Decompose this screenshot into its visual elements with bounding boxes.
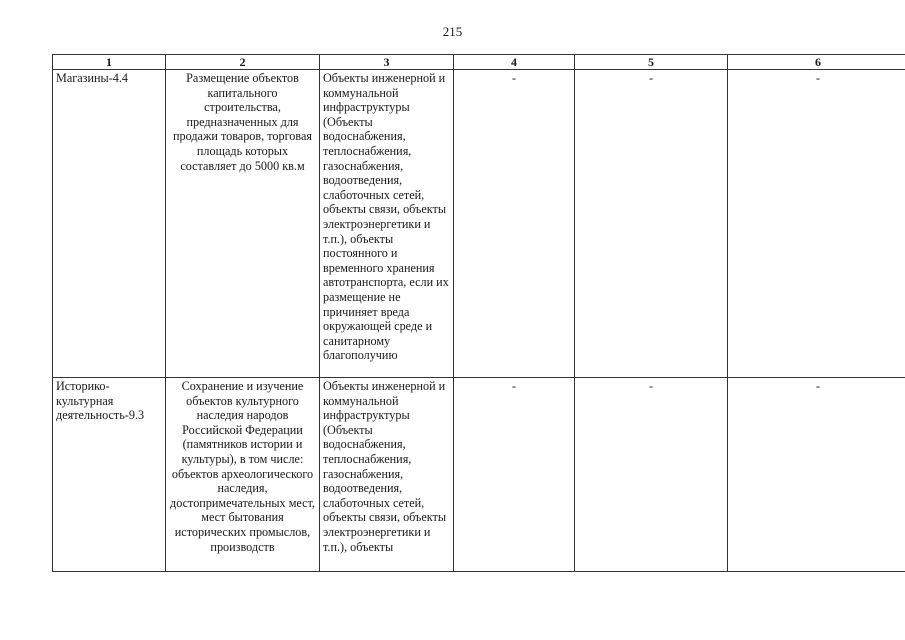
cell-text: Историко-культурная деятельность-9.3 (56, 379, 145, 423)
cell-column-6: - (728, 378, 905, 572)
document-table (52, 54, 905, 572)
cell-land-use-type (53, 378, 166, 572)
cell-text: Сохранение и изучение объектов культурного наследия народов Российской Федерации (памятников истории и культуры), в том числе: объектов археологического наследия, достопримечательных мест, мест бытования исторических промыслов, производств (170, 379, 315, 554)
column-header-2: 2 (166, 55, 320, 70)
scan-margin-mark (899, 570, 903, 584)
cell-column-6: - (728, 70, 905, 378)
cell-column-5: - (575, 378, 728, 572)
cell-column-4: - (454, 378, 575, 572)
column-header-6: 6 (728, 55, 905, 70)
column-header-3: 3 (320, 55, 454, 70)
cell-text: Объекты инженерной и коммунальной инфраструктуры (Объекты водоснабжения, теплоснабжения, газоснабжения, водоотведения, слаботочных сетей, объекты связи, объекты электроэнергетики и т.п.), объекты (323, 379, 447, 554)
cell-land-use-type: Магазины-4.4 (53, 70, 166, 378)
cell-description: Размещение объектов капитального строительства, предназначенных для продажи товаров, торговая площадь которых составляет до 5000 кв.м (166, 70, 320, 378)
cell-auxiliary-uses: Объекты инженерной и коммунальной инфраструктуры (Объекты водоснабжения, теплоснабжения, газоснабжения, водоотведения, слаботочных сетей, объекты связи, объекты электроэнергетики и т.п.), объекты постоянного и временного хранения автотранспорта, если их размещение не причиняет вреда окружающей среде и санитарному благополучию (320, 70, 454, 378)
cell-auxiliary-uses (320, 378, 454, 572)
table-header-row (53, 55, 905, 70)
column-header-5: 5 (575, 55, 728, 70)
cell-description (166, 378, 320, 572)
table-row (53, 378, 905, 572)
cell-column-5: - (575, 70, 728, 378)
page-number: 215 (442, 24, 463, 39)
column-header-4: 4 (454, 55, 575, 70)
table-row (53, 70, 905, 378)
cell-column-4: - (454, 70, 575, 378)
column-header-1: 1 (53, 55, 166, 70)
